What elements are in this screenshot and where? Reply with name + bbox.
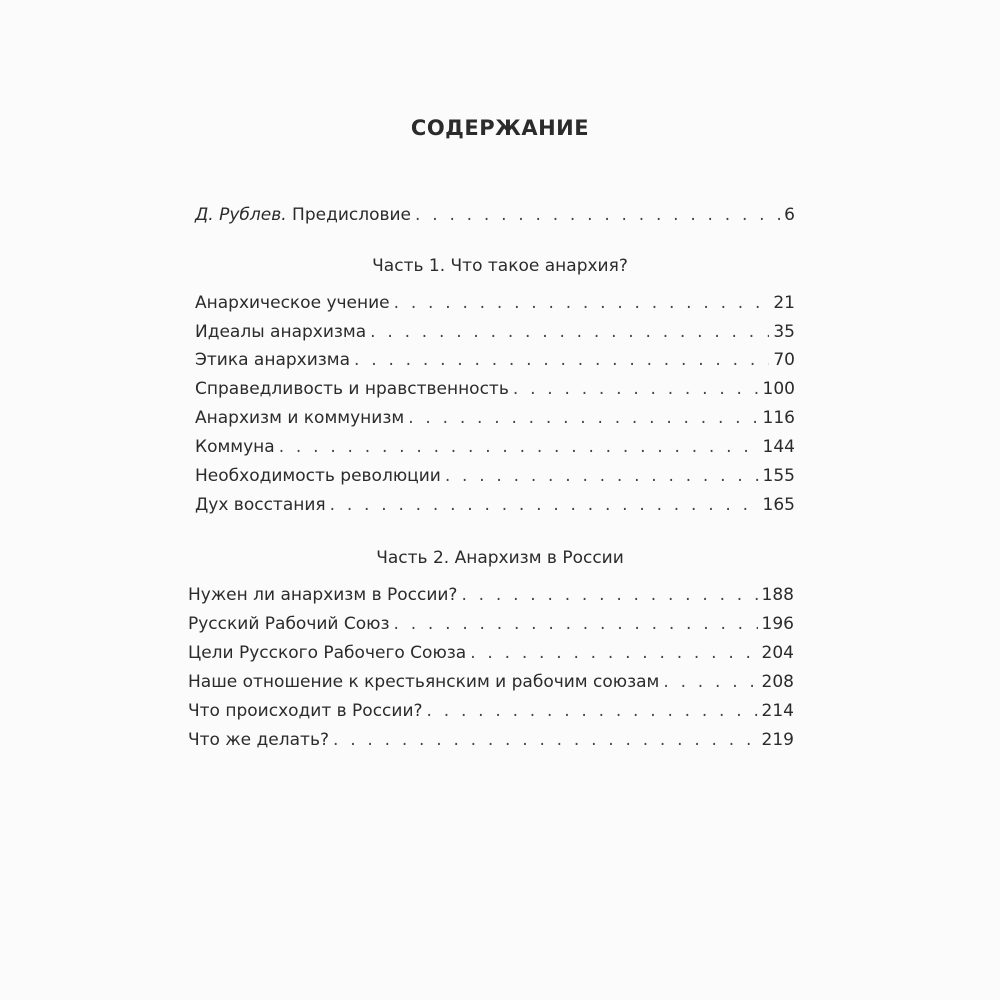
- toc-entry-label: Цели Русского Рабочего Союза: [188, 643, 467, 663]
- toc-leader-dots: [370, 320, 769, 344]
- toc-entry-author: Д. Рублев.: [195, 205, 287, 225]
- toc-entry-label: Идеалы анархизма: [195, 322, 367, 342]
- toc-entry: [195, 320, 795, 344]
- toc-page-number: 100: [762, 379, 795, 399]
- toc-entry: [195, 406, 795, 430]
- toc-page-number: 144: [762, 437, 795, 457]
- toc-leader-dots: [394, 291, 770, 315]
- toc-page-number: 116: [762, 408, 795, 428]
- toc-entry: [188, 583, 794, 607]
- toc-entry: [195, 464, 795, 488]
- toc-page-number: 165: [762, 495, 795, 515]
- toc-entry-label: Что происходит в России?: [188, 701, 423, 721]
- toc-entry: [195, 291, 795, 315]
- toc-entry-label: Нужен ли анархизм в России?: [188, 585, 458, 605]
- toc-leader-dots: [415, 203, 780, 227]
- toc-leader-dots: [445, 464, 759, 488]
- toc-leader-dots: [461, 583, 757, 607]
- toc-entry-label: Д. Рублев. Предисловие: [195, 205, 412, 225]
- toc-entry-label: Что же делать?: [188, 730, 329, 750]
- toc-page-number: 196: [761, 614, 794, 634]
- toc-entry-label: Коммуна: [195, 437, 275, 457]
- toc-entry: [195, 493, 795, 517]
- toc-page-number: 208: [761, 672, 794, 692]
- toc-entry-label: Анархизм и коммунизм: [195, 408, 405, 428]
- toc-entry-label: Дух восстания: [195, 495, 326, 515]
- toc-leader-dots: [427, 699, 758, 723]
- toc-page-number: 188: [761, 585, 794, 605]
- toc-page-number: 70: [773, 350, 795, 370]
- toc-leader-dots: [513, 377, 759, 401]
- toc-entry-label: Справедливость и нравственность: [195, 379, 509, 399]
- page-title: СОДЕРЖАНИЕ: [410, 116, 590, 140]
- toc-entry: [195, 348, 795, 372]
- toc-page-number: 21: [773, 293, 795, 313]
- toc-entry-preface: [195, 203, 795, 227]
- part-heading-1: Часть 1. Что такое анархия?: [372, 256, 628, 276]
- toc-leader-dots: [408, 406, 758, 430]
- toc-leader-dots: [333, 728, 758, 752]
- toc-entry: [188, 612, 794, 636]
- toc-leader-dots: [330, 493, 759, 517]
- toc-leader-dots: [354, 348, 769, 372]
- toc-entry: [188, 641, 794, 665]
- toc-entry: [195, 377, 795, 401]
- toc-leader-dots: [470, 641, 757, 665]
- toc-leader-dots: [394, 612, 758, 636]
- toc-entry: [188, 699, 794, 723]
- toc-entry-label: Русский Рабочий Союз: [188, 614, 390, 634]
- toc-entry: [188, 728, 794, 752]
- toc-page-number: 35: [773, 322, 795, 342]
- toc-leader-dots: [663, 670, 757, 694]
- toc-page-number: 204: [761, 643, 794, 663]
- toc-page-number: 155: [762, 466, 795, 486]
- toc-page-number: 219: [761, 730, 794, 750]
- toc-entry: [188, 670, 794, 694]
- toc-page-number: 214: [761, 701, 794, 721]
- toc-entry-label: Анархическое учение: [195, 293, 390, 313]
- toc-entry-label: Этика анархизма: [195, 350, 351, 370]
- toc-entry-label: Наше отношение к крестьянским и рабочим союзам: [188, 672, 660, 692]
- toc-leader-dots: [279, 435, 759, 459]
- part-heading-2: Часть 2. Анархизм в России: [376, 548, 624, 568]
- toc-page-number: 6: [784, 205, 795, 225]
- toc-entry: [195, 435, 795, 459]
- toc-entry-label: Необходимость революции: [195, 466, 441, 486]
